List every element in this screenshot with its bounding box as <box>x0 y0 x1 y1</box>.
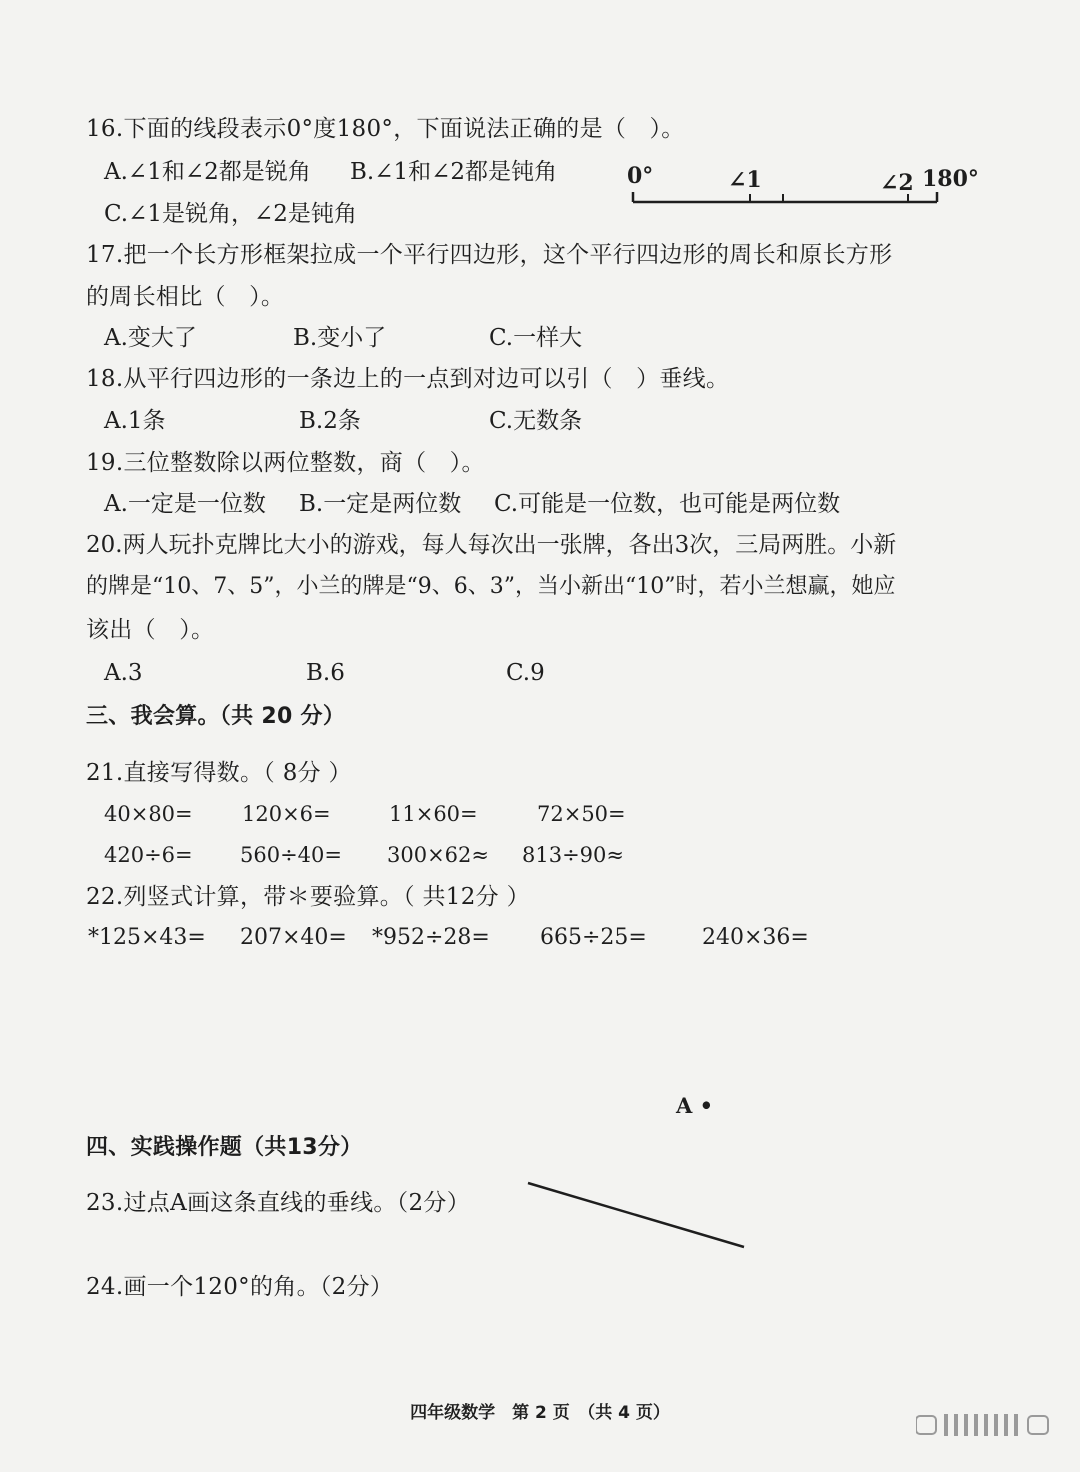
q21-item: 72×50= <box>537 802 626 826</box>
q20-option-a: A.3 <box>104 660 143 686</box>
point-a-label: A • <box>676 1093 714 1118</box>
q20-stem-line2: 的牌是“10、7、5”，小兰的牌是“9、6、3”，当小新出“10”时，若小兰想赢，她应 <box>86 574 896 599</box>
q20-stem-line1: 20.两人玩扑克牌比大小的游戏，每人每次出一张牌，各出3次，三局两胜。小新 <box>86 532 897 558</box>
q20-option-b: B.6 <box>306 660 345 686</box>
q21-stem: 21.直接写得数。（ 8分 ） <box>86 760 352 786</box>
q18-stem: 18.从平行四边形的一条边上的一点到对边可以引（ ）垂线。 <box>86 366 730 392</box>
q17-stem-line1: 17.把一个长方形框架拉成一个平行四边形，这个平行四边形的周长和原长方形 <box>86 242 893 268</box>
q22-item: 207×40= <box>240 925 347 950</box>
q22-stem: 22.列竖式计算，带＊要验算。（ 共12分 ） <box>86 884 530 910</box>
q21-item: 120×6= <box>242 802 331 826</box>
q24-stem: 24.画一个120°的角。（2分） <box>86 1274 394 1300</box>
q18-option-c: C.无数条 <box>489 408 583 434</box>
watermark-icon <box>916 1412 1056 1438</box>
q21-item: 420÷6= <box>104 843 193 867</box>
q22-item: 240×36= <box>702 925 809 950</box>
q17-option-c: C.一样大 <box>489 325 583 351</box>
q16-stem: 16.下面的线段表示0°度180°，下面说法正确的是（ ）。 <box>86 116 685 142</box>
q18-option-a: A.1条 <box>104 408 166 434</box>
q20-stem-line3: 该出（ ）。 <box>86 617 215 643</box>
q20-option-c: C.9 <box>506 660 545 686</box>
q22-item: *952÷28= <box>372 925 490 950</box>
q21-item: 560÷40= <box>240 843 342 867</box>
q17-stem-line2: 的周长相比（ ）。 <box>86 284 285 310</box>
q19-option-a: A.一定是一位数 <box>104 491 266 517</box>
q22-item: 665÷25= <box>540 925 647 950</box>
q17-option-b: B.变小了 <box>293 325 387 351</box>
q21-item: 40×80= <box>104 802 193 826</box>
q16-option-c: C.∠1是锐角，∠2是钝角 <box>104 201 357 227</box>
q21-item: 11×60= <box>389 802 478 826</box>
q23-line-figure <box>520 1175 752 1255</box>
ruler-end-label: 180° <box>922 166 979 192</box>
section4-heading: 四、实践操作题（共13分） <box>86 1135 363 1160</box>
page-footer: 四年级数学 第 2 页 （共 4 页） <box>410 1403 670 1423</box>
ruler-start-label: 0° <box>627 163 654 189</box>
q19-option-c: C.可能是一位数，也可能是两位数 <box>494 491 841 517</box>
ruler-angle1-label: ∠1 <box>728 167 762 193</box>
q21-item: 813÷90≈ <box>522 843 624 867</box>
q22-item: *125×43= <box>88 925 206 950</box>
q19-stem: 19.三位整数除以两位整数，商（ ）。 <box>86 450 485 476</box>
q23-stem: 23.过点A画这条直线的垂线。（2分） <box>86 1190 471 1216</box>
section3-heading: 三、我会算。（共 20 分） <box>86 704 346 729</box>
q16-option-a: A.∠1和∠2都是锐角 <box>104 159 311 185</box>
q16-option-b: B.∠1和∠2都是钝角 <box>350 159 558 185</box>
ruler-angle2-label: ∠2 <box>880 170 914 196</box>
q18-option-b: B.2条 <box>299 408 361 434</box>
q21-item: 300×62≈ <box>387 843 489 867</box>
q17-option-a: A.变大了 <box>104 325 197 351</box>
q19-option-b: B.一定是两位数 <box>299 491 462 517</box>
